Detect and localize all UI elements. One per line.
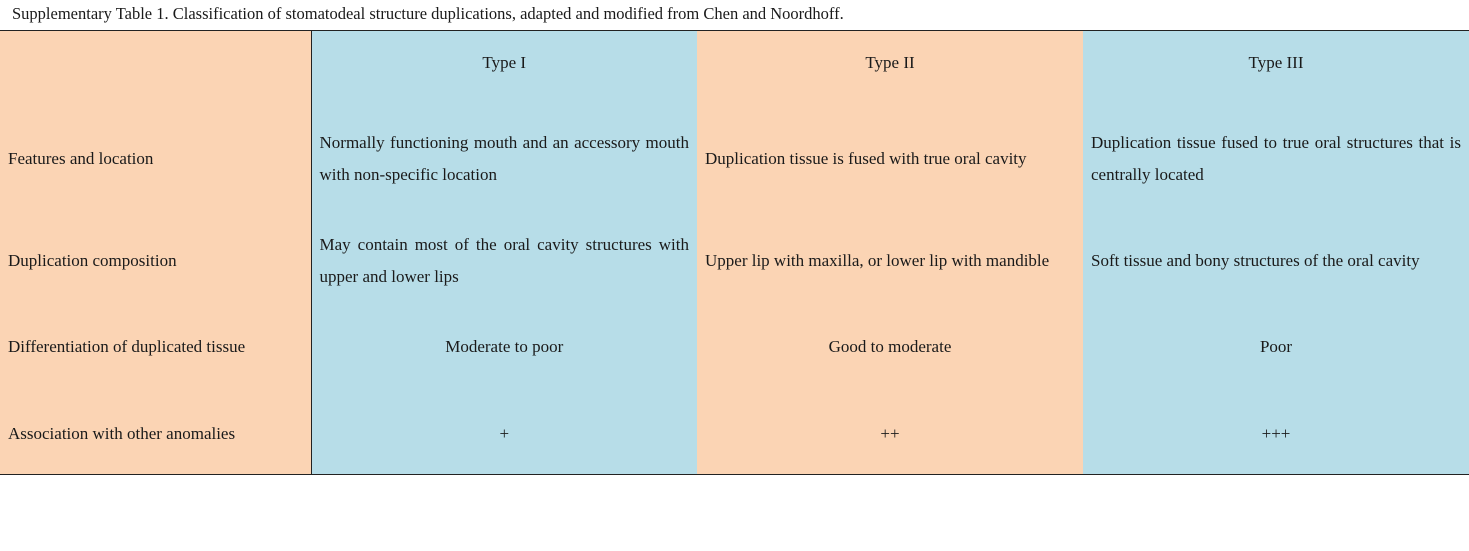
table-row [0, 95, 1469, 223]
row-label: Duplication composition [0, 223, 311, 299]
row-label: Association with other anomalies [0, 395, 311, 475]
table-row [0, 395, 1469, 475]
classification-table [0, 30, 1469, 475]
table-row [0, 223, 1469, 299]
table-cell: ++ [697, 395, 1083, 475]
column-header-type-2: Type II [697, 31, 1083, 95]
table-row [0, 299, 1469, 395]
table-cell: Duplication tissue is fused with true oral cavity [697, 95, 1083, 223]
row-label: Features and location [0, 95, 311, 223]
table-cell: +++ [1083, 395, 1469, 475]
table-cell: Soft tissue and bony structures of the oral cavity [1083, 223, 1469, 299]
table-cell: Poor [1083, 299, 1469, 395]
header-empty-cell [0, 31, 311, 95]
row-label: Differentiation of duplicated tissue [0, 299, 311, 395]
column-header-type-3: Type III [1083, 31, 1469, 95]
table-cell: May contain most of the oral cavity structures with upper and lower lips [311, 223, 697, 299]
table-cell: Upper lip with maxilla, or lower lip with mandible [697, 223, 1083, 299]
table-cell: Duplication tissue fused to true oral structures that is centrally located [1083, 95, 1469, 223]
table-cell: + [311, 395, 697, 475]
table-caption: Supplementary Table 1. Classification of stomatodeal structure duplications, adapted and modified from Chen and Noordhoff. [12, 4, 844, 23]
table-cell: Good to moderate [697, 299, 1083, 395]
column-header-type-1: Type I [311, 31, 697, 95]
table-header-row [0, 31, 1469, 95]
table-cell: Moderate to poor [311, 299, 697, 395]
table-cell: Normally functioning mouth and an accessory mouth with non-specific location [311, 95, 697, 223]
